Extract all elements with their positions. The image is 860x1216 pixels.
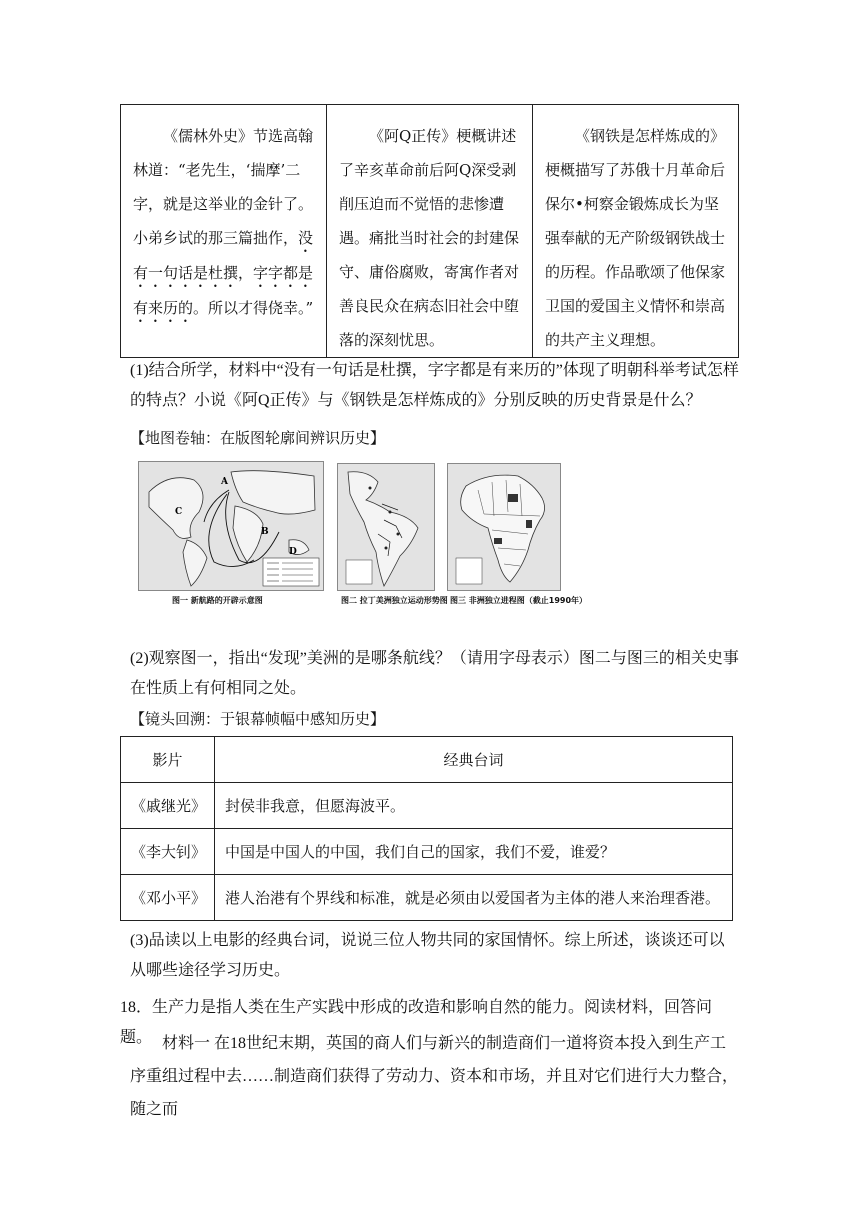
table-row bbox=[121, 829, 733, 875]
question-1: (1)结合所学，材料中“没有一句话是杜撰，字字都是有来历的”体现了明朝科举考试怎样的特点？小说《阿Q正传》与《钢铁是怎样炼成的》分别反映的历史背景是什么？ bbox=[130, 362, 739, 409]
map-latin-america bbox=[337, 463, 435, 591]
map-africa bbox=[447, 463, 561, 591]
film-title: 《邓小平》 bbox=[121, 875, 215, 921]
material-1: 材料一 在18世纪末期，英国的商人们与新兴的制造商们一道将资本投入到生产工序重组过程中去……制造商们获得了劳动力、资本和市场，并且对它们进行大力整合，随之而 bbox=[130, 1035, 739, 1118]
section-heading-film: 【镜头回溯：于银幕帧幅中感知历史】 bbox=[130, 710, 386, 728]
header-film: 影片 bbox=[121, 737, 215, 783]
route-letter-c: C bbox=[175, 507, 183, 517]
header-line: 经典台词 bbox=[215, 737, 733, 783]
material-cell-steel: 《钢铁是怎样炼成的》梗概描写了苏俄十月革命后保尔•柯察金锻炼成长为坚强奉献的无产阶级钢铁战士的历程。作品歌颂了他保家卫国的爱国主义情怀和崇高的共产主义理想。 bbox=[533, 105, 739, 358]
film-title: 《李大钊》 bbox=[121, 829, 215, 875]
section-heading-map: 【地图卷轴：在版图轮廓间辨识历史】 bbox=[130, 429, 386, 447]
film-title: 《戚继光》 bbox=[121, 783, 215, 829]
material-cell-ahq: 《阿Q正传》梗概讲述了辛亥革命前后阿Q深受剥削压迫而不觉悟的悲惨遭遇。痛批当时社会的封建保守、庸俗腐败，寄寓作者对善良民众在病态旧社会中堕落的深刻忧思。 bbox=[327, 105, 533, 358]
film-quote: 封侯非我意，但愿海波平。 bbox=[215, 783, 733, 829]
table-header-row bbox=[121, 737, 733, 783]
map-new-routes bbox=[138, 461, 324, 591]
table-row bbox=[121, 875, 733, 921]
route-letter-b: B bbox=[261, 527, 269, 537]
route-letter-d: D bbox=[289, 547, 297, 557]
map-caption-2: 图二 拉丁美洲独立运动形势图 bbox=[341, 596, 448, 605]
emphasized-quote: 没有一句话是杜撰，字字都是有来历的 bbox=[133, 229, 314, 317]
question-2: (2)观察图一，指出“发现”美洲的是哪条航线？（请用字母表示）图二与图三的相关史事在性质上有何相同之处。 bbox=[130, 650, 739, 697]
map-caption-3: 图三 非洲独立进程图（截止1990年） bbox=[450, 596, 588, 605]
material-table bbox=[120, 104, 739, 358]
question-18: 18．生产力是指人类在生产实践中形成的改造和影响自然的能力。阅读材料，回答问题。 bbox=[120, 999, 713, 1046]
film-quote: 中国是中国人的中国，我们自己的国家，我们不爱，谁爱？ bbox=[215, 829, 733, 875]
map-caption-1: 图一 新航路的开辟示意图 bbox=[172, 596, 263, 605]
material-cell-rulin: 《儒林外史》节选高翰林道：“老先生，‘揣摩’二字，就是这举业的金针了。小弟乡试的那三篇拙作，没有一句话是杜撰，字字都是有来历的。所以才得侥幸。” bbox=[121, 105, 327, 358]
route-letter-a: A bbox=[221, 477, 228, 487]
table-row bbox=[121, 783, 733, 829]
film-table bbox=[120, 736, 733, 921]
question-3: (3)品读以上电影的经典台词，说说三位人物共同的家国情怀。综上所述，谈谈还可以从哪些途径学习历史。 bbox=[130, 932, 725, 979]
film-quote: 港人治港有个界线和标准，就是必须由以爱国者为主体的港人来治理香港。 bbox=[215, 875, 733, 921]
maps-figure bbox=[138, 461, 588, 607]
